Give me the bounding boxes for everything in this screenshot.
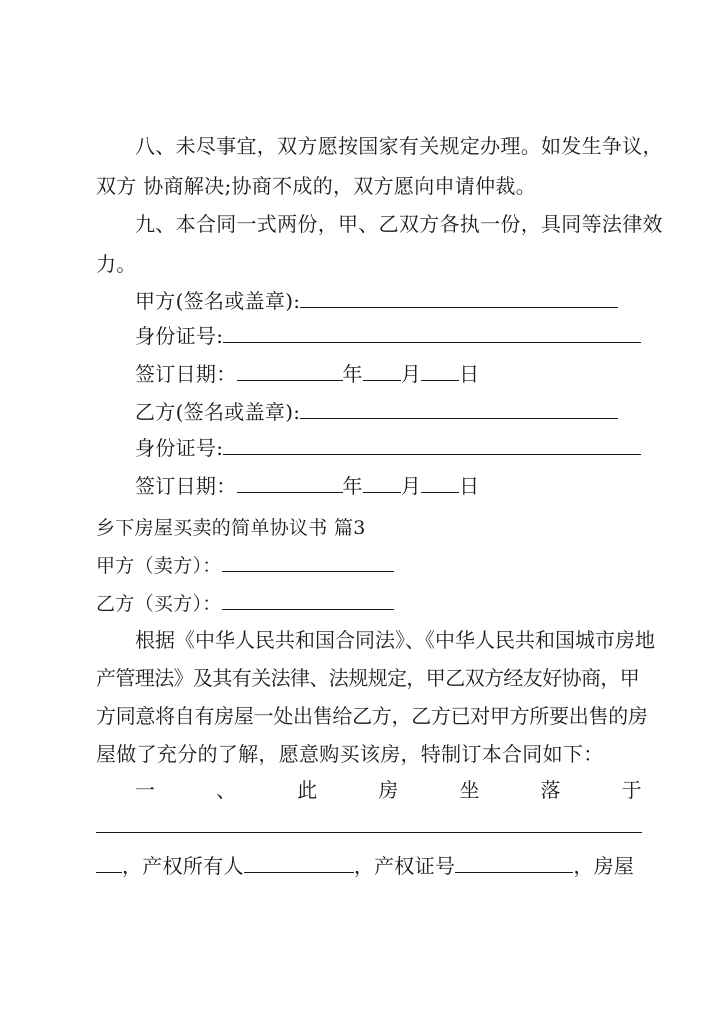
party-b-date-label: 签订日期： [135, 474, 237, 498]
party-b-day-blank[interactable] [421, 474, 459, 493]
party-a-id-row [135, 322, 642, 350]
seller-row [96, 552, 642, 580]
clause-9-line-1: 九、本合同一式两份，甲、乙双方各执一份，具同等法律效 [135, 212, 663, 236]
clause-1-char: 于 [621, 778, 642, 802]
party-a-month-label: 月 [400, 362, 422, 386]
party-a-id-label: 身份证号: [135, 324, 224, 348]
party-b-month-label: 月 [400, 474, 422, 498]
clause-9-line-2: 力。 [96, 252, 137, 276]
party-a-date-label: 签订日期： [135, 362, 237, 386]
party-a-month-blank[interactable] [363, 362, 401, 381]
party-a-year-label: 年 [342, 362, 363, 386]
party-b-id-row [135, 434, 642, 462]
party-b-signature-blank[interactable] [300, 400, 618, 419]
preamble-line-4: 屋做了充分的了解，愿意购买该房，特制订本合同如下： [96, 742, 604, 766]
cert-label: ，产权证号 [353, 854, 456, 878]
preamble-line-1: 根据《中华人民共和国合同法》、《中华人民共和国城市房地 [135, 628, 655, 652]
party-a-year-blank[interactable] [237, 362, 343, 381]
party-a-date-row [135, 360, 642, 388]
clause-1-char: 落 [540, 778, 561, 802]
party-a-signature-blank[interactable] [300, 289, 618, 308]
party-a-id-blank[interactable] [223, 324, 641, 343]
party-a-signature-label: 甲方(签名或盖章): [135, 289, 301, 313]
location-blank[interactable] [96, 832, 642, 833]
clause-8-line-1: 八、未尽事宜，双方愿按国家有关规定办理。如发生争议， [135, 134, 663, 158]
buyer-blank[interactable] [222, 591, 394, 610]
seller-label: 甲方（卖方）： [96, 555, 222, 577]
preamble-line-3: 方同意将自有房屋一处出售给乙方，乙方已对甲方所要出售的房 [96, 704, 648, 728]
clause-1-char: 此 [297, 778, 318, 802]
clause-1-char: 一 [135, 778, 156, 802]
house-label: ，房屋 [573, 854, 635, 878]
cert-blank[interactable] [455, 854, 573, 873]
party-b-year-blank[interactable] [237, 474, 343, 493]
clause-1-heading-row [135, 776, 642, 804]
clause-1-char: 房 [378, 778, 399, 802]
party-b-month-blank[interactable] [363, 474, 401, 493]
owner-label: ，产权所有人 [122, 854, 244, 878]
location-blank-continued[interactable] [96, 854, 122, 873]
party-b-day-label: 日 [459, 474, 480, 498]
buyer-label: 乙方（买方）： [96, 593, 222, 615]
buyer-row [96, 590, 642, 618]
clause-8-line-2: 双方 协商解决;协商不成的，双方愿向申请仲裁。 [96, 174, 536, 198]
party-b-id-label: 身份证号: [135, 436, 224, 460]
party-b-id-blank[interactable] [223, 436, 641, 455]
party-a-day-blank[interactable] [421, 362, 459, 381]
preamble-line-2: 产管理法》及其有关法律、法规规定，甲乙双方经友好协商，甲 [96, 666, 640, 690]
party-b-signature-label: 乙方(签名或盖章): [135, 400, 301, 424]
party-b-year-label: 年 [342, 474, 363, 498]
party-a-day-label: 日 [459, 362, 480, 386]
clause-1-detail-row [96, 852, 642, 880]
owner-blank[interactable] [244, 854, 354, 873]
seller-blank[interactable] [222, 553, 394, 572]
party-b-date-row [135, 472, 642, 500]
clause-1-char: 、 [216, 778, 237, 802]
party-b-signature-row [135, 398, 642, 426]
party-a-signature-row [135, 287, 642, 315]
section-title: 乡下房屋买卖的简单协议书 篇3 [96, 517, 366, 539]
clause-1-char: 坐 [459, 778, 480, 802]
